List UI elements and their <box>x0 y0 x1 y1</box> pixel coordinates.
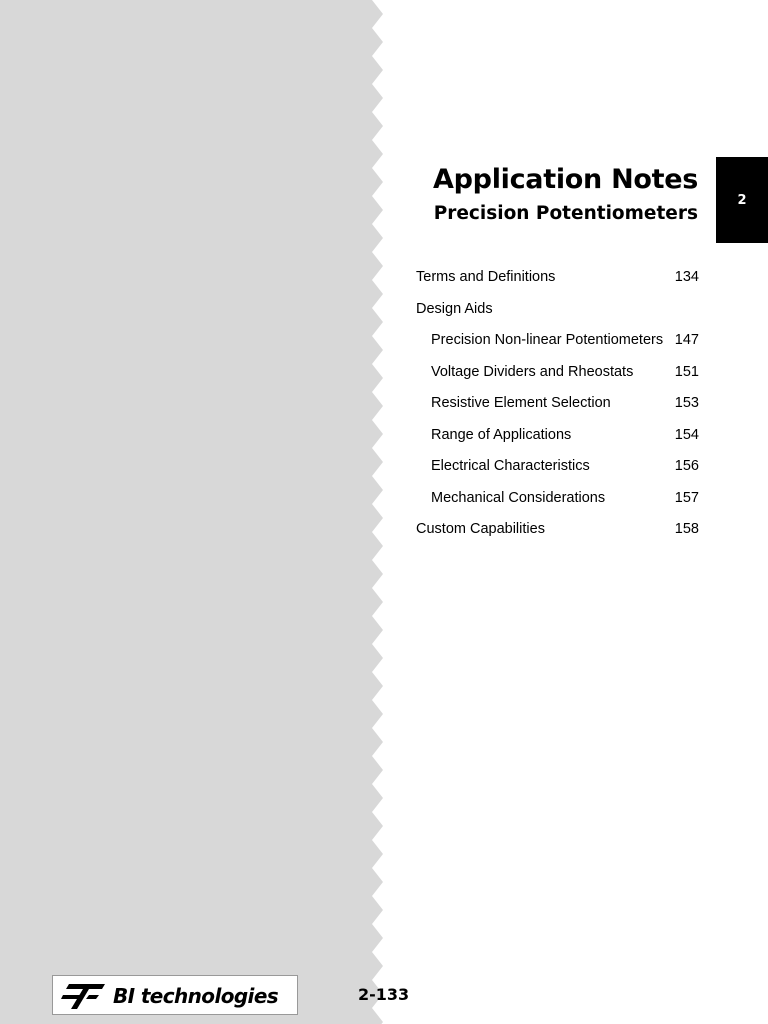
toc-item-page: 157 <box>674 489 699 506</box>
toc-item-label: Mechanical Considerations <box>431 489 606 506</box>
toc-item-label: Terms and Definitions <box>416 269 556 285</box>
toc-item[interactable] <box>416 294 699 326</box>
toc-item[interactable] <box>416 262 699 294</box>
page-number: 2-133 <box>358 985 410 1004</box>
table-of-contents <box>416 262 699 546</box>
toc-item-label: Resistive Element Selection <box>431 395 611 411</box>
header <box>405 162 698 230</box>
toc-item-page: 151 <box>674 363 699 380</box>
toc-item[interactable] <box>416 420 699 452</box>
page-title: Application Notes <box>433 164 698 195</box>
toc-item-label: Precision Non-linear Potentiometers <box>431 332 664 348</box>
toc-item[interactable] <box>416 514 699 546</box>
toc-item-page: 156 <box>674 458 699 474</box>
chapter-tab-label: 2 <box>737 192 747 208</box>
toc-item-page: 147 <box>674 332 699 348</box>
toc-item-page: 153 <box>674 395 699 411</box>
toc-item-label: Voltage Dividers and Rheostats <box>431 363 634 380</box>
bi-logo-mark-icon <box>61 980 107 1014</box>
toc-item-page: 154 <box>674 426 699 443</box>
toc-item[interactable] <box>416 451 699 483</box>
toc-item[interactable] <box>416 483 699 515</box>
toc-item-page: 158 <box>674 521 699 537</box>
page-subtitle: Precision Potentiometers <box>433 203 698 224</box>
toc-item[interactable] <box>416 388 699 420</box>
toc-item-label: Design Aids <box>416 300 493 317</box>
toc-item[interactable] <box>416 357 699 389</box>
toc-item-label: Range of Applications <box>431 426 572 443</box>
toc-item-label: Custom Capabilities <box>416 521 545 537</box>
toc-item-page: 134 <box>674 269 699 285</box>
chapter-tab <box>716 157 768 243</box>
toc-item[interactable] <box>416 325 699 357</box>
toc-item-label: Electrical Characteristics <box>431 458 590 474</box>
logo-text: BI technologies <box>113 984 279 1008</box>
company-logo <box>52 975 298 1015</box>
